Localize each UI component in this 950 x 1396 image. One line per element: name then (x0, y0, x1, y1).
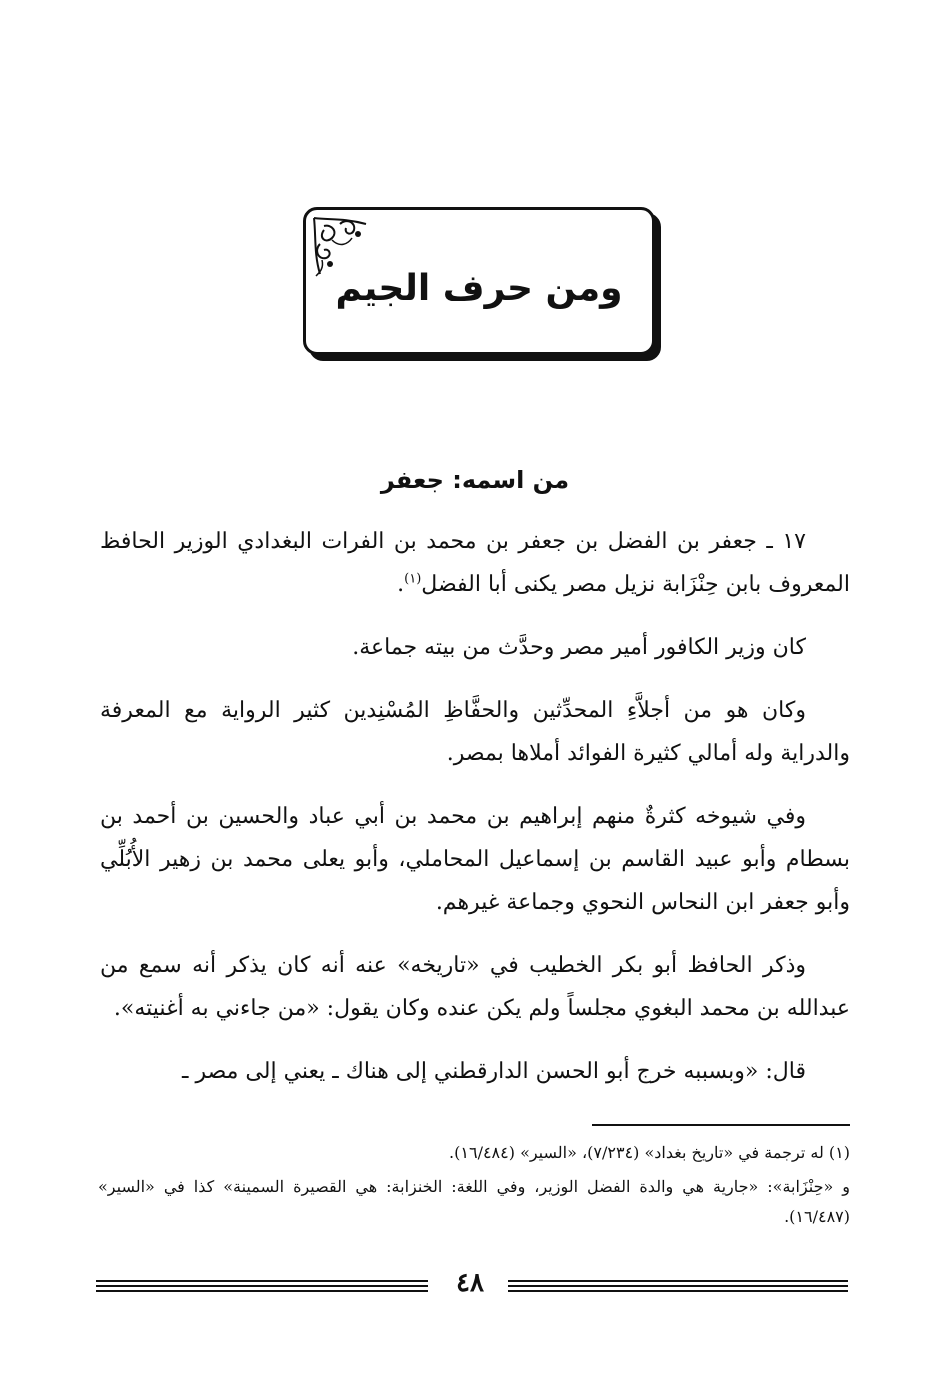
chapter-heading-box (303, 207, 655, 355)
paragraph: وذكر الحافظ أبو بكر الخطيب في «تاريخه» عنه أنه كان يذكر أنه سمع من عبدالله بن محمد البغوي مجلساً ولم يكن عنده وكان يقول: «من جاءني به أغنيته». (100, 953, 850, 1021)
main-text (100, 520, 850, 1113)
chapter-heading: ومن حرف الجيم (335, 268, 623, 309)
footnote-separator (592, 1124, 850, 1126)
paragraph-end: . (397, 572, 405, 597)
paragraph-text: ١٧ ـ جعفر بن الفضل بن جعفر بن محمد بن الفرات البغدادي الوزير الحافظ المعروف بابن حِنْزَابة نزيل مصر يكنى أبا الفضل (100, 529, 850, 597)
paragraph: وكان هو من أجلاَّءِ المحدِّثين والحفَّاظِ المُسْنِدين كثير الرواية مع المعرفة والدراية وله أمالي كثيرة الفوائد أملاها بمصر. (100, 698, 850, 766)
footer-rule-right (508, 1280, 848, 1292)
footnote: و «حِنْزَابة»: «جارية هي والدة الفضل الوزير، وفي اللغة: الخنزابة: هي القصيرة السمينة» كذا في «السير» (١٦/٤٨٧). (98, 1177, 850, 1226)
footnote-ref: (١) (404, 571, 422, 587)
footnotes (98, 1138, 850, 1236)
paragraph: وفي شيوخه كثرةٌ منهم إبراهيم بن محمد بن أبي عباد والحسين بن أحمد بن بسطام وأبو عبيد القاسم بن إسماعيل المحاملي، وأبو يعلى محمد بن زهير الأُبُلِّي وأبو جعفر ابن النحاس النحوي وجماعة غيرهم. (100, 804, 850, 915)
section-title: من اسمه: جعفر (380, 466, 570, 494)
paragraph: قال: «وبسببه خرج أبو الحسن الدارقطني إلى هناك ـ يعني إلى مصر ـ (182, 1059, 806, 1084)
page-number: ٤٨ (456, 1268, 484, 1298)
footer-rule-left (96, 1280, 428, 1292)
paragraph: كان وزير الكافور أمير مصر وحدَّث من بيته جماعة. (352, 635, 806, 660)
paragraph (100, 520, 850, 606)
footnote: (١) له ترجمة في «تاريخ بغداد» (٧/٢٣٤)، «السير» (١٦/٤٨٤). (449, 1143, 850, 1162)
